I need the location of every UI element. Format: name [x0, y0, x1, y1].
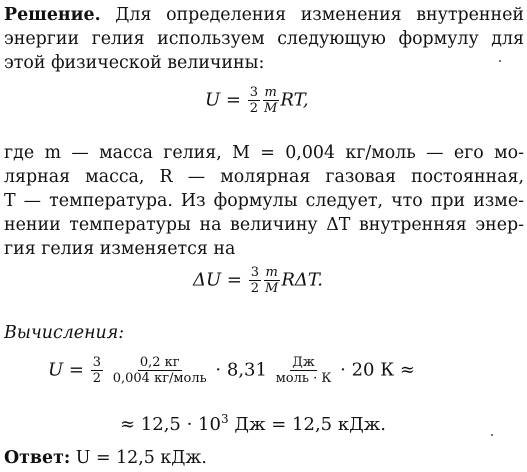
solution-paragraph	[4, 3, 524, 75]
solution-line-2: энергии гелия используем следующую формулу для	[4, 29, 524, 49]
solution-line-3: этой физической величины:	[4, 53, 265, 73]
explanation-line-5: гия гелия изменяется на	[4, 239, 236, 259]
explanation-line-3: T — температура. Из формулы следует, что при изме-	[4, 191, 524, 211]
explanation-line-4: нении температуры на величину ΔT внутренняя энер-	[4, 215, 524, 235]
fraction-mass-over-molar-mass: $\frac{0,2 кг}{\text{0,004 кг/моль}}$	[112, 355, 207, 386]
stray-dot-mark	[499, 60, 501, 62]
formula-internal-energy: U = $\frac{3}{2}$ $\frac{m}{M}$ RT,	[205, 85, 309, 116]
answer-line	[4, 446, 524, 470]
solution-heading: Решение.	[4, 5, 101, 25]
solution-line-1: Решение. Для определения изменения внутренней	[4, 5, 524, 25]
calculation-line-2: ≈ $12,5 \cdot 10^3$ Дж = 12,5 кДж.	[120, 412, 386, 435]
fraction-gas-constant-units: $\frac{Дж}{\text{моль · К}}$	[275, 355, 332, 386]
calculation-line-1: U = $\frac{3}{2}$ $\frac{0,2 кг}{\text{0,004 кг/моль}}$ · 8,31 $\frac{Дж}{\text{моль · К}}$ · 20 К ≈	[48, 355, 415, 386]
explanation-line-2: лярная масса, R — молярная газовая постоянная,	[4, 167, 524, 187]
answer-text: U = 12,5 кДж.	[70, 448, 207, 468]
stray-dot-mark	[491, 434, 493, 436]
fraction-m-over-M: $\frac{m}{M}$	[265, 265, 279, 296]
fraction-three-halves: $\frac{3}{2}$	[250, 265, 260, 296]
explanation-paragraph	[4, 141, 524, 261]
formula-energy-change: ΔU = $\frac{3}{2}$ $\frac{m}{M}$ RΔT.	[193, 265, 323, 296]
calculations-heading: Вычисления:	[4, 323, 125, 343]
fraction-three-halves: $\frac{3}{2}$	[249, 85, 259, 116]
explanation-line-1: где m — масса гелия, M = 0,004 кг/моль — его мо-	[4, 143, 524, 163]
answer-label: Ответ:	[4, 448, 71, 468]
fraction-m-over-M: $\frac{m}{M}$	[264, 85, 278, 116]
fraction-three-halves: $\frac{3}{2}$	[92, 355, 101, 386]
